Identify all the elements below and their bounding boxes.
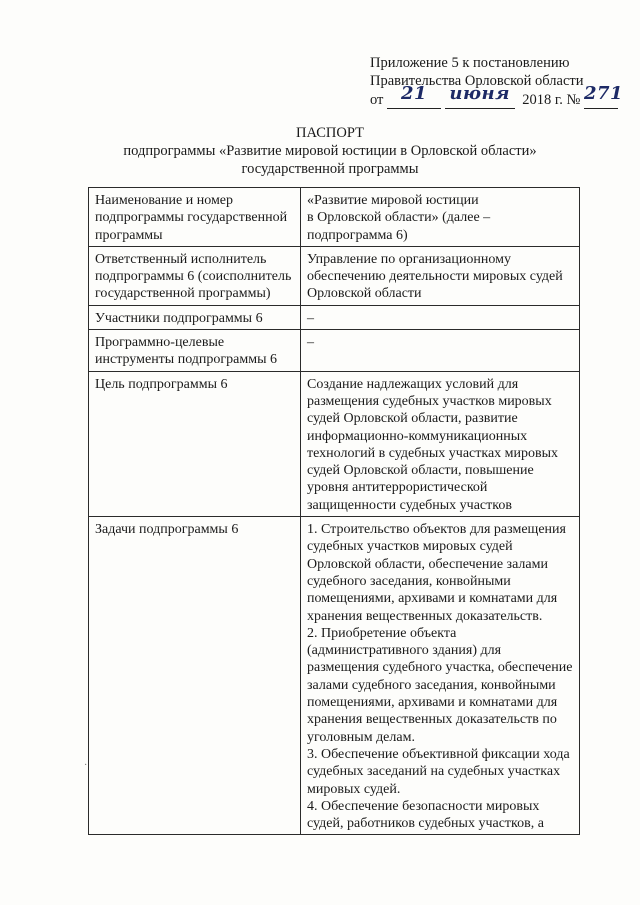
table-row (89, 330, 580, 372)
table-row (89, 517, 580, 835)
row-value-line: подпрограмма 6) (307, 227, 408, 243)
table-row (89, 305, 580, 329)
appendix-line-1: Приложение 5 к постановлению (370, 55, 570, 71)
row-label: Задачи подпрограммы 6 (89, 517, 301, 835)
row-value (301, 517, 580, 835)
table-row (89, 371, 580, 516)
appendix-header (370, 54, 624, 109)
table-row (89, 246, 580, 305)
title-line-1: ПАСПОРТ (296, 125, 364, 141)
table-row (89, 188, 580, 247)
row-label: Ответственный исполнитель подпрограммы 6 (соисполнитель государственной программы) (89, 246, 301, 305)
row-label: Программно-целевые инструменты подпрограммы 6 (89, 330, 301, 372)
handwritten-month: июня (445, 90, 515, 109)
row-value-line: 3. Обеспечение объективной фиксации хода судебных заседаний на судебных участках мировых судей. (307, 746, 570, 797)
row-value-line: в Орловской области» (далее – (307, 210, 491, 226)
row-value-line: 1. Строительство объектов для размещения судебных участков мировых судей Орловской области, обеспечение залами судебного заседания, конвойными помещениями, архивами и комнатами для хранения вещественных доказательств. (307, 522, 566, 624)
row-value-line: Создание надлежащих условий для размещения судебных участков мировых судей Орловской области, развитие информационно-коммуникационных технологий в судебных участках мировых судей Орловской области, повышение уровня антитеррористической защищенности судебных участков (307, 376, 559, 513)
row-value-line: 4. Обеспечение безопасности мировых судей, работников судебных участков, а (307, 798, 544, 832)
row-value-line: Управление по организационному обеспечению деятельности мировых судей Орловской области (307, 251, 563, 302)
row-label: Участники подпрограммы 6 (89, 305, 301, 329)
row-value-line: 2. Приобретение объекта (административного здания) для размещения судебного участка, обеспечение залами судебного заседания, конвойными помещениями, архивами и комнатами для хранения вещественных доказательств по уголовным делам. (307, 625, 573, 745)
handwritten-day: 21 (387, 90, 441, 109)
row-value (301, 330, 580, 372)
passport-table (88, 187, 580, 835)
passport-title (90, 124, 570, 178)
title-line-3: государственной программы (241, 161, 419, 177)
row-value (301, 305, 580, 329)
title-line-2: подпрограммы «Развитие мировой юстиции в Орловской области» (123, 143, 537, 159)
row-value-line: «Развитие мировой юстиции (307, 193, 479, 208)
date-prefix: от (370, 92, 384, 108)
row-value-line: – (307, 310, 314, 326)
row-label: Наименование и номер подпрограммы государственной программы (89, 188, 301, 247)
appendix-date-line (370, 83, 624, 109)
row-value (301, 246, 580, 305)
scan-mark: · (84, 760, 88, 771)
handwritten-number: 271 (584, 90, 618, 109)
year-text: 2018 г. № (522, 92, 581, 108)
appendix-line-2: Правительства Орловской области (370, 73, 584, 89)
row-value (301, 371, 580, 516)
row-value (301, 188, 580, 247)
row-label: Цель подпрограммы 6 (89, 371, 301, 516)
row-value-line: – (307, 335, 314, 351)
